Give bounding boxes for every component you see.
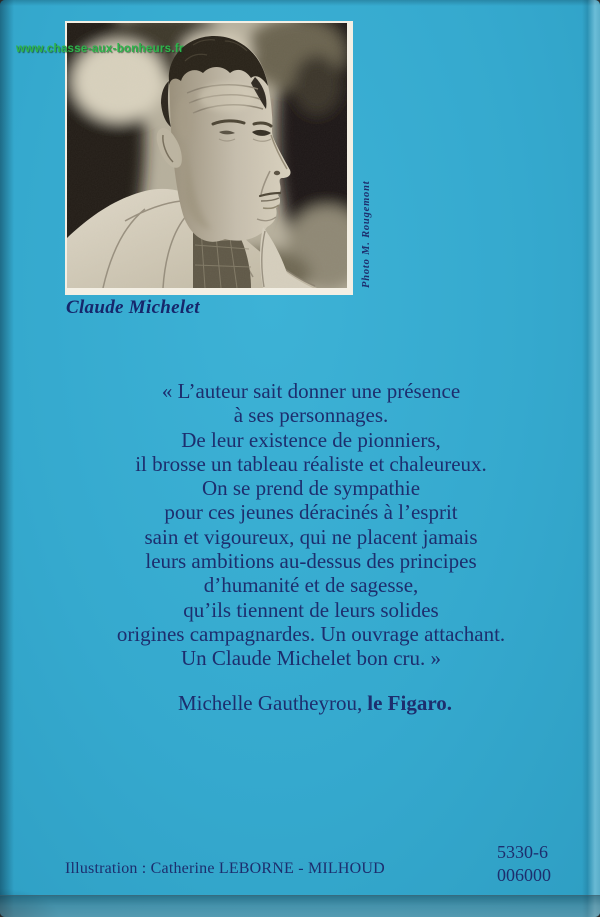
website-watermark: www.chasse-aux-bonheurs.fr xyxy=(16,43,184,55)
photo-caption: Claude Michelet xyxy=(66,297,200,318)
quote-line: sain et vigoureux, qui ne placent jamais xyxy=(144,524,478,549)
quote-line: qu’ils tiennent de leurs solides xyxy=(183,597,439,622)
portrait-illustration xyxy=(67,23,347,288)
book-top-edge-shadow xyxy=(0,0,600,6)
photo-credit: Photo M. Rougemont xyxy=(361,180,372,288)
portrait-photo xyxy=(65,21,353,295)
print-code-line: 5330-6 xyxy=(497,842,548,862)
book-bottom-edge xyxy=(0,895,600,917)
reviewer-name: Michelle Gautheyrou, xyxy=(177,691,363,715)
quote-line: il brosse un tableau réaliste et chaleureux. xyxy=(135,451,487,476)
print-code-line: 006000 xyxy=(497,865,551,885)
corner-shadow xyxy=(0,888,60,917)
quote-line: « L’auteur sait donner une présence xyxy=(161,379,461,403)
quote-line: On se prend de sympathie xyxy=(201,476,421,501)
publication-name: le Figaro. xyxy=(367,691,453,715)
print-code xyxy=(497,841,551,887)
quote-line: pour ces jeunes déracinés à l’esprit xyxy=(164,500,458,525)
review-quote xyxy=(0,379,600,671)
quote-attribution xyxy=(0,691,600,716)
quote-line: à ses personnages. xyxy=(233,403,389,428)
quote-line: leurs ambitions au-dessus des principes xyxy=(145,549,477,574)
quote-line: d’humanité et de sagesse, xyxy=(203,573,419,598)
quote-line: origines campagnardes. Un ouvrage attachant. xyxy=(116,621,506,646)
quote-line: Un Claude Michelet bon cru. » xyxy=(180,646,442,671)
illustration-credit: Illustration : Catherine LEBORNE - MILHOUD xyxy=(65,860,385,877)
quote-line: De leur existence de pionniers, xyxy=(181,427,441,452)
